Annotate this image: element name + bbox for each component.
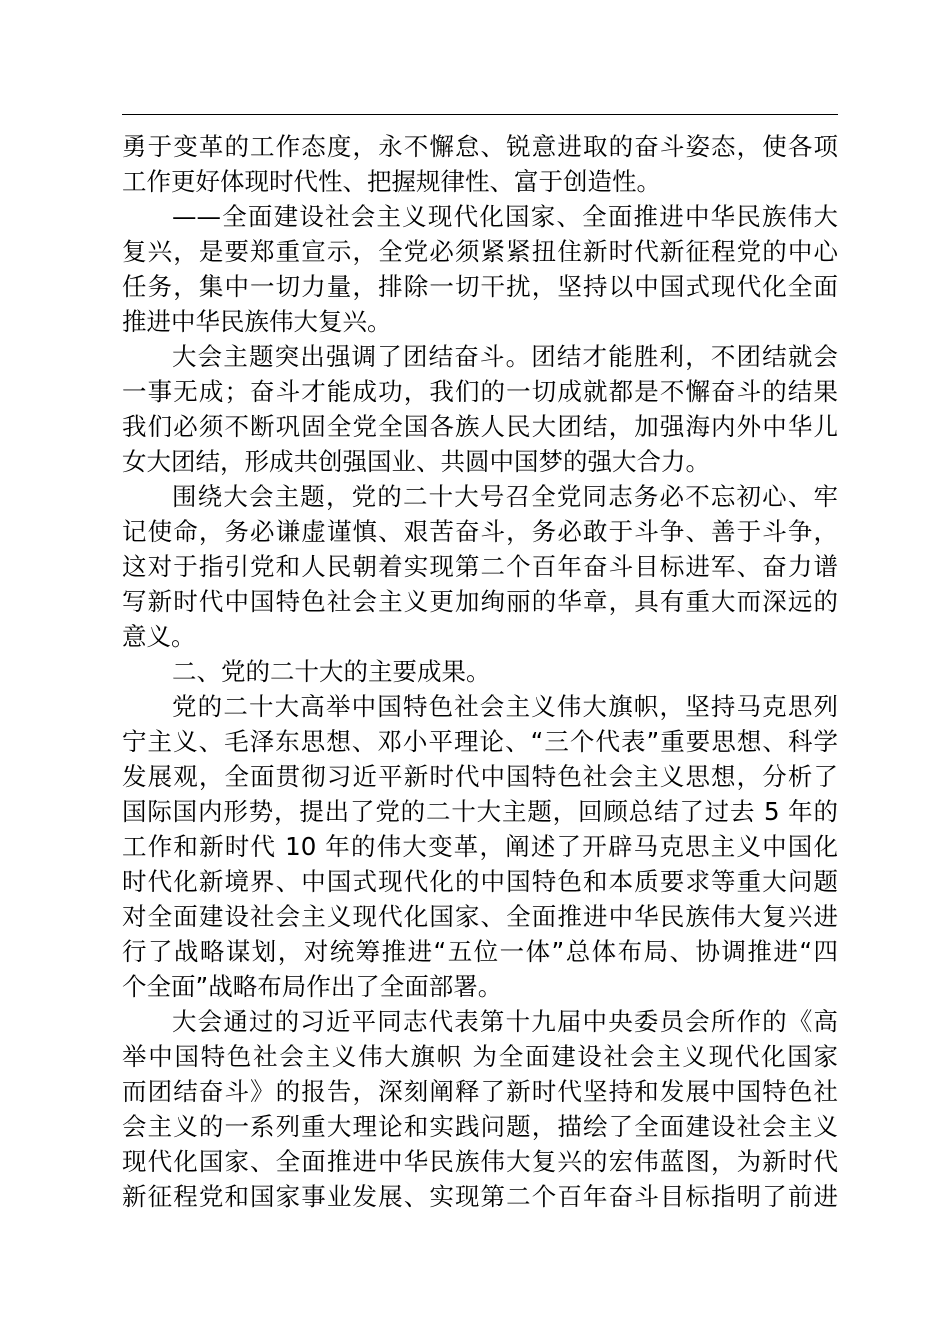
text-line: 复兴，是要郑重宣示，全党必须紧紧扭住新时代新征程党的中心 (122, 237, 838, 266)
text-line: 现代化国家、全面推进中华民族伟大复兴的宏伟蓝图，为新时代 (122, 1147, 838, 1176)
text-line: 宁主义、毛泽东思想、邓小平理论、“三个代表”重要思想、科学 (122, 727, 838, 756)
text-line: 工作更好体现时代性、把握规律性、富于创造性。 (122, 167, 661, 196)
text-line: 女大团结，形成共创强国业、共圆中国梦的强大合力。 (122, 447, 710, 476)
text-line: 一事无成；奋斗才能成功，我们的一切成就都是不懈奋斗的结果 (122, 377, 838, 406)
text-line: 勇于变革的工作态度，永不懈怠、锐意进取的奋斗姿态，使各项 (122, 132, 838, 161)
text-line: 大会主题突出强调了团结奋斗。团结才能胜利，不团结就会 (172, 342, 838, 371)
text-line: 举中国特色社会主义伟大旗帜 为全面建设社会主义现代化国家 (122, 1042, 838, 1071)
text-line: 记使命，务必谦虚谨慎、艰苦奋斗，务必敢于斗争、善于斗争， (122, 517, 838, 546)
text-line: 会主义的一系列重大理论和实践问题，描绘了全面建设社会主义 (122, 1112, 838, 1141)
text-line: 这对于指引党和人民朝着实现第二个百年奋斗目标进军、奋力谱 (122, 552, 838, 581)
text-line: 国际国内形势，提出了党的二十大主题，回顾总结了过去 5 年的 (122, 797, 838, 826)
text-line: 围绕大会主题，党的二十大号召全党同志务必不忘初心、牢 (172, 482, 838, 511)
text-line: 写新时代中国特色社会主义更加绚丽的华章，具有重大而深远的 (122, 587, 838, 616)
text-line: 时代化新境界、中国式现代化的中国特色和本质要求等重大问题 (122, 867, 838, 896)
text-line: 推进中华民族伟大复兴。 (122, 307, 392, 336)
text-line: 而团结奋斗》的报告，深刻阐释了新时代坚持和发展中国特色社 (122, 1077, 838, 1106)
text-line: 大会通过的习近平同志代表第十九届中央委员会所作的《高 (172, 1007, 838, 1036)
text-line: ——全面建设社会主义现代化国家、全面推进中华民族伟大 (172, 202, 838, 231)
section-heading: 二、党的二十大的主要成果。 (172, 657, 491, 686)
text-line: 对全面建设社会主义现代化国家、全面推进中华民族伟大复兴进 (122, 902, 838, 931)
text-line: 个全面”战略布局作出了全面部署。 (122, 972, 503, 1001)
text-line: 工作和新时代 10 年的伟大变革，阐述了开辟马克思主义中国化 (122, 832, 838, 861)
text-line: 发展观，全面贯彻习近平新时代中国特色社会主义思想，分析了 (122, 762, 838, 791)
text-line: 新征程党和国家事业发展、实现第二个百年奋斗目标指明了前进 (122, 1182, 838, 1211)
text-line: 我们必须不断巩固全党全国各族人民大团结，加强海内外中华儿 (122, 412, 838, 441)
text-line: 党的二十大高举中国特色社会主义伟大旗帜，坚持马克思列 (172, 692, 838, 721)
text-line: 行了战略谋划，对统筹推进“五位一体”总体布局、协调推进“四 (122, 937, 838, 966)
text-line: 任务，集中一切力量，排除一切干扰，坚持以中国式现代化全面 (122, 272, 838, 301)
text-line: 意义。 (122, 622, 196, 651)
header-rule (122, 114, 838, 115)
